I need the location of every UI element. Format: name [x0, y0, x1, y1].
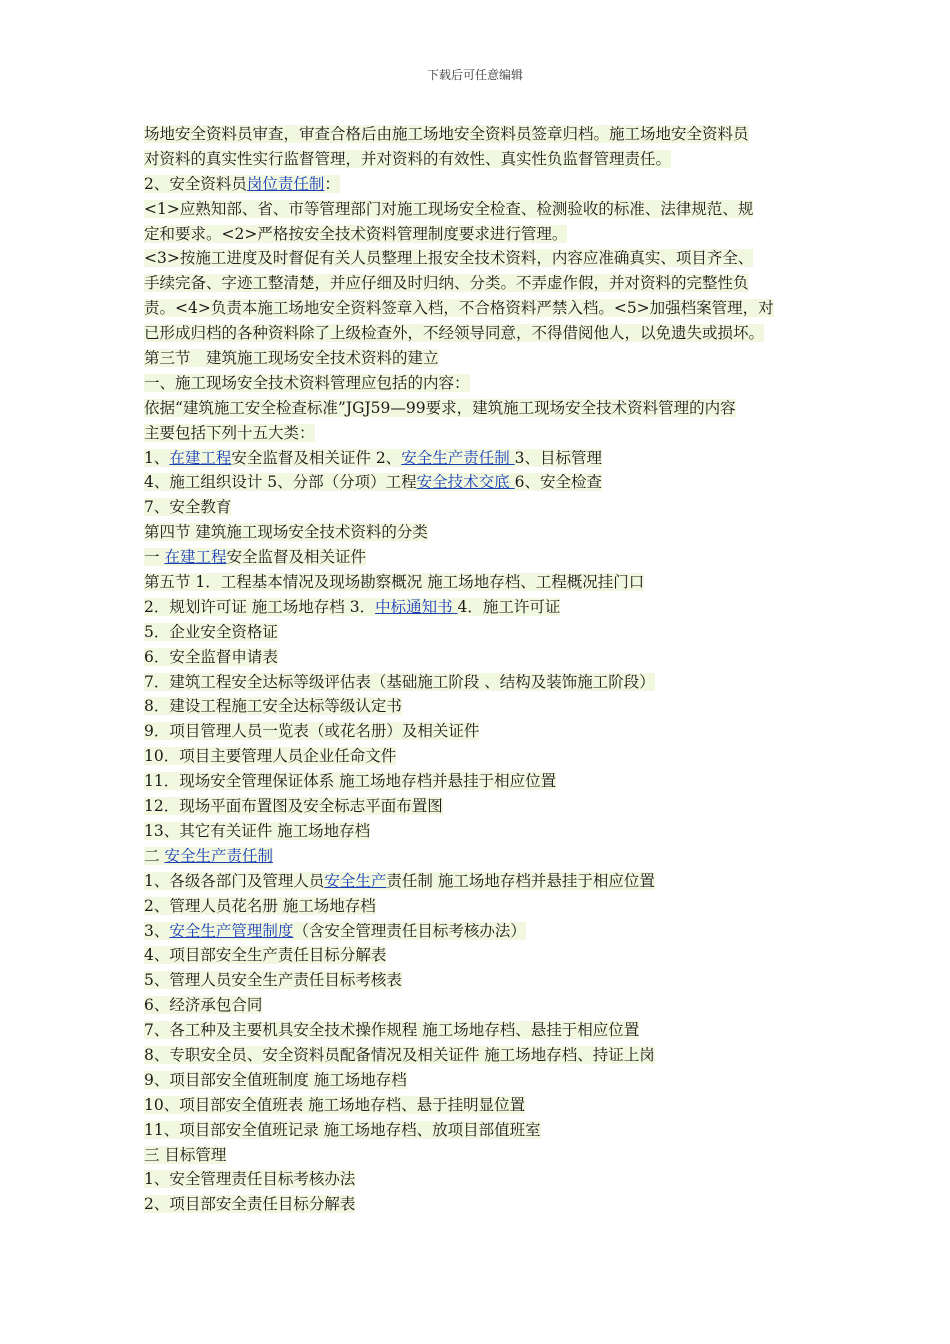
text-line-content [144, 424, 315, 442]
text-line [144, 645, 812, 670]
text-line [144, 1018, 812, 1043]
text-segment: 1、各级各部门及管理人员 [144, 871, 325, 890]
text-segment: 第五节 1．工程基本情况及现场勘察概况 施工场地存档、工程概况挂门口 [144, 573, 645, 592]
text-segment: 已形成归档的各种资料除了上级检查外，不经领导同意，不得借阅他人，以免遗失或损坏。 [144, 324, 765, 343]
text-line [144, 694, 812, 719]
text-segment: 10．项目主要管理人员企业任命文件 [144, 747, 397, 766]
text-segment: 三 目标管理 [144, 1145, 227, 1164]
text-line [144, 371, 812, 396]
text-line [144, 520, 812, 545]
text-segment: 1、 [144, 448, 170, 467]
text-segment: 4、施工组织设计 5、分部（分项）工程 [144, 473, 417, 492]
text-line [144, 620, 812, 645]
text-line-content [144, 473, 602, 491]
text-line [144, 470, 812, 495]
text-line-content [144, 1170, 355, 1188]
text-line-content [144, 872, 655, 890]
text-line [144, 1143, 812, 1168]
text-line-content [144, 1146, 226, 1164]
text-segment: 7．建筑工程安全达标等级评估表（基础施工阶段 、结构及装饰施工阶段） [144, 672, 655, 691]
text-line [144, 769, 812, 794]
text-line [144, 1118, 812, 1143]
inline-link[interactable]: 岗位责任制 [246, 174, 325, 193]
text-line-content [144, 1096, 525, 1114]
text-segment: 定和要求。<2>严格按安全技术资料管理制度要求进行管理。 [144, 224, 568, 243]
text-segment: 5．企业安全资格证 [144, 622, 278, 641]
text-line-content [144, 623, 278, 641]
text-segment: 13、其它有关证件 施工场地存档 [144, 821, 371, 840]
text-line-content [144, 249, 753, 267]
text-segment: 对资料的真实性实行监督管理，并对资料的有效性、真实性负监督管理责任。 [144, 149, 672, 168]
text-segment: 4、项目部安全生产责任目标分解表 [144, 946, 387, 965]
text-line-content [144, 523, 428, 541]
text-line-content [144, 498, 231, 516]
text-line [144, 246, 812, 271]
text-line-content [144, 1121, 541, 1139]
text-segment: 场地安全资料员审查，审查合格后由施工场地安全资料员签章归档。施工场地安全资料员 [144, 125, 749, 143]
text-segment: 二 [144, 846, 165, 865]
text-segment: 责任制 施工场地存档并悬挂于相应位置 [386, 871, 655, 890]
text-line [144, 172, 812, 197]
text-segment: 5、管理人员安全生产责任目标考核表 [144, 971, 402, 990]
text-line [144, 421, 812, 446]
inline-link[interactable]: 在建工程 [169, 448, 232, 467]
text-segment: 第四节 建筑施工现场安全技术资料的分类 [144, 523, 428, 542]
text-segment: 9、项目部安全值班制度 施工场地存档 [144, 1070, 407, 1089]
text-line-content [144, 349, 439, 367]
text-segment: 一、施工现场安全技术资料管理应包括的内容： [144, 373, 470, 392]
text-segment: 6、安全检查 [514, 473, 602, 492]
text-line-content [144, 772, 556, 790]
text-segment: 3、 [144, 921, 170, 940]
inline-link[interactable]: 安全生产 [324, 871, 387, 890]
text-segment: 6．安全监督申请表 [144, 647, 278, 666]
inline-link[interactable]: 安全技术交底 [416, 473, 515, 492]
text-segment: 2、安全资料员 [144, 174, 247, 193]
text-line-content [144, 697, 402, 715]
text-segment: <3>按施工进度及时督促有关人员整理上报安全技术资料，内容应准确真实、项目齐全、 [144, 249, 754, 268]
text-line-content [144, 200, 753, 218]
text-segment: 7、各工种及主要机具安全技术操作规程 施工场地存档、悬挂于相应位置 [144, 1021, 640, 1040]
text-segment: 安全监督及相关证件 2、 [231, 448, 402, 467]
text-line-content [144, 175, 340, 193]
text-segment: 责。<4>负责本施工场地安全资料签章入档，不合格资料严禁入档。<5>加强档案管理，对 [144, 299, 774, 318]
text-line-content [144, 747, 396, 765]
text-line-content [144, 150, 671, 168]
text-line [144, 869, 812, 894]
text-line [144, 545, 812, 570]
text-line-content [144, 797, 443, 815]
text-segment: 手续完备、字迹工整清楚，并应仔细及时归纳、分类。不弄虚作假，并对资料的完整性负 [144, 274, 749, 293]
text-segment: 2、管理人员花名册 施工场地存档 [144, 896, 376, 915]
text-segment: 主要包括下列十五大类： [144, 423, 315, 442]
text-segment: 一 [144, 548, 165, 567]
text-line-content [144, 274, 749, 292]
text-segment: 8．建设工程施工安全达标等级认定书 [144, 697, 402, 716]
text-line-content [144, 374, 470, 392]
text-line [144, 1068, 812, 1093]
text-line [144, 446, 812, 471]
text-line [144, 943, 812, 968]
text-line-content [144, 1021, 639, 1039]
text-line-content [144, 996, 262, 1014]
text-line [144, 1192, 812, 1217]
text-segment: 第三节 建筑施工现场安全技术资料的建立 [144, 349, 439, 368]
text-segment: 2、项目部安全责任目标分解表 [144, 1195, 356, 1214]
text-line [144, 595, 812, 620]
text-line-content [144, 225, 567, 243]
text-segment: 2．规划许可证 施工场地存档 3． [144, 597, 376, 616]
text-line [144, 197, 812, 222]
text-line-content [144, 449, 602, 467]
inline-link[interactable]: 在建工程 [164, 548, 227, 567]
text-line [144, 919, 812, 944]
text-line-content [144, 946, 386, 964]
text-line [144, 296, 812, 321]
text-line [144, 993, 812, 1018]
text-segment: 7、安全教育 [144, 498, 232, 517]
text-segment: （含安全管理责任目标考核办法） [293, 921, 526, 940]
text-segment: <1>应熟知部、省、市等管理部门对施工现场安全检查、检测验收的标准、法律规范、规 [144, 199, 754, 218]
text-line [144, 819, 812, 844]
text-segment: 10、项目部安全值班表 施工场地存档、悬于挂明显位置 [144, 1095, 526, 1114]
inline-link[interactable]: 安全生产责任制 [164, 846, 273, 865]
text-segment: 依据“建筑施工安全检查标准”JGJ59—99要求，建筑施工现场安全技术资料管理的内容 [144, 398, 736, 417]
text-line [144, 495, 812, 520]
text-line-content [144, 548, 366, 566]
text-line-content [144, 573, 644, 591]
text-line-content [144, 1046, 655, 1064]
inline-link[interactable]: 安全生产管理制度 [169, 921, 294, 940]
text-line [144, 844, 812, 869]
text-line [144, 794, 812, 819]
text-segment: 6、经济承包合同 [144, 996, 263, 1015]
text-line-content [144, 897, 376, 915]
text-line [144, 346, 812, 371]
text-line-content [144, 399, 736, 417]
text-line [144, 968, 812, 993]
text-line [144, 670, 812, 695]
text-line [144, 1167, 812, 1192]
text-segment: ： [324, 174, 340, 193]
text-segment: 11．现场安全管理保证体系 施工场地存档并悬挂于相应位置 [144, 772, 557, 791]
text-segment: 8、专职安全员、安全资料员配备情况及相关证件 施工场地存档、持证上岗 [144, 1045, 655, 1064]
text-segment: 安全监督及相关证件 [226, 548, 366, 567]
text-line-content [144, 971, 402, 989]
text-line [144, 147, 812, 172]
text-segment: 3、目标管理 [514, 448, 602, 467]
text-line-content [144, 722, 479, 740]
text-segment: 11、项目部安全值班记录 施工场地存档、放项目部值班室 [144, 1120, 541, 1139]
text-line-content [144, 299, 774, 317]
text-line [144, 271, 812, 296]
text-line-content [144, 1195, 355, 1213]
text-segment: 1、安全管理责任目标考核办法 [144, 1170, 356, 1189]
text-line [144, 894, 812, 919]
text-line [144, 744, 812, 769]
text-line [144, 719, 812, 744]
text-line-content [144, 922, 526, 940]
inline-link[interactable]: 安全生产责任制 [401, 448, 515, 467]
text-line-content [144, 673, 655, 691]
text-line-content [144, 598, 560, 616]
text-line [144, 1093, 812, 1118]
text-segment: 9．项目管理人员一览表（或花名册）及相关证件 [144, 722, 480, 741]
text-line-content [144, 648, 278, 666]
text-segment: 4．施工许可证 [457, 597, 561, 616]
text-line [144, 222, 812, 247]
text-line [144, 396, 812, 421]
inline-link[interactable]: 中标通知书 [375, 597, 458, 616]
text-line [144, 1043, 812, 1068]
document-body [144, 122, 812, 1217]
text-line-content [144, 324, 764, 342]
text-line-content [144, 125, 749, 143]
text-line [144, 321, 812, 346]
text-line-content [144, 1071, 407, 1089]
text-line-content [144, 822, 370, 840]
text-line-content [144, 847, 273, 865]
text-line [144, 570, 812, 595]
text-line [144, 122, 812, 147]
page-header: 下载后可任意编辑 [426, 68, 523, 82]
text-segment: 12．现场平面布置图及安全标志平面布置图 [144, 797, 443, 816]
